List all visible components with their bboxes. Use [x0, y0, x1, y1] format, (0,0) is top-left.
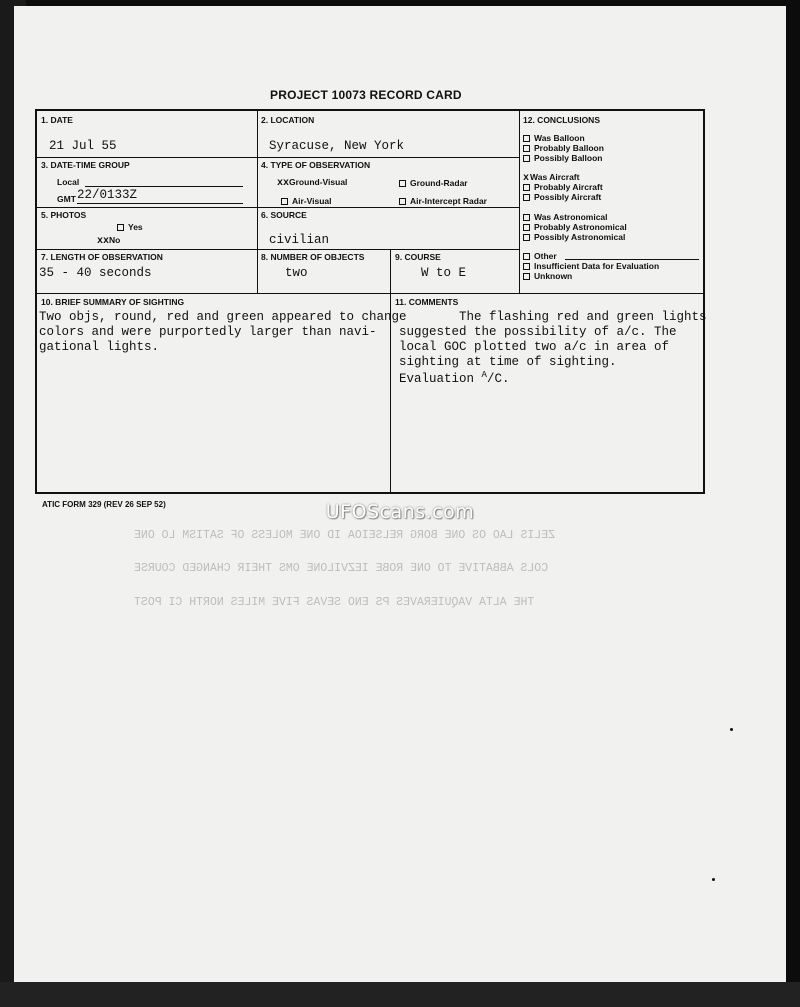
option-air-visual: Air-Visual [281, 196, 332, 206]
observation-type-label: 4. TYPE OF OBSERVATION [261, 160, 371, 170]
conclusion-insufficient-data: Insufficient Data for Evaluation [523, 261, 659, 271]
objects-value: two [285, 266, 308, 280]
summary-line: Two objs, round, red and green appeared to change [39, 310, 407, 324]
option-ground-radar: Ground-Radar [399, 178, 468, 188]
comments-label: 11. COMMENTS [395, 297, 459, 307]
comments-line: The flashing red and green lights [459, 310, 707, 324]
checkbox-mark: xx [97, 236, 110, 247]
watermark: UFOScans.com [325, 501, 475, 523]
scan-speck [730, 728, 733, 731]
record-card [35, 109, 705, 494]
location-value: Syracuse, New York [269, 139, 405, 153]
length-label: 7. LENGTH OF OBSERVATION [41, 252, 163, 262]
scan-speck [712, 878, 715, 881]
checkbox-mark: xx [277, 178, 290, 189]
objects-label: 8. NUMBER OF OBJECTS [261, 252, 365, 262]
bleed-through-text: COLS ABBATIVE TO ONE ROBE IEZVILONE OMS THEIR CHANGED COURSE [134, 562, 549, 575]
conclusion-was-aircraft: xWas Aircraft [523, 172, 580, 184]
conclusion-probably-balloon: Probably Balloon [523, 143, 604, 153]
gmt-label: GMT [57, 194, 76, 204]
checkbox-mark: x [523, 173, 530, 184]
comments-evaluation: Evaluation $^A$/C. [399, 370, 510, 387]
source-value: civilian [269, 233, 330, 247]
checkbox-icon [399, 180, 406, 187]
option-air-intercept-radar: Air-Intercept Radar [399, 196, 487, 206]
comments-line: sighting at time of sighting. [399, 355, 617, 369]
document-page [14, 6, 786, 982]
scan-border-bottom [0, 982, 800, 1007]
conclusion-was-astronomical: Was Astronomical [523, 212, 608, 222]
option-photos-yes: Yes [117, 222, 143, 232]
form-identifier: ATIC FORM 329 (REV 26 SEP 52) [42, 500, 166, 509]
conclusion-probably-astronomical: Probably Astronomical [523, 222, 627, 232]
conclusion-unknown: Unknown [523, 271, 572, 281]
local-label: Local [57, 177, 80, 187]
checkbox-icon [399, 198, 406, 205]
conclusion-possibly-aircraft: Possibly Aircraft [523, 192, 601, 202]
option-photos-no: xxNo [97, 235, 121, 247]
option-ground-visual: xxGround-Visual [277, 177, 348, 189]
conclusions-label: 12. CONCLUSIONS [523, 115, 600, 125]
checkbox-icon [117, 224, 124, 231]
conclusion-possibly-balloon: Possibly Balloon [523, 153, 603, 163]
course-label: 9. COURSE [395, 252, 441, 262]
bleed-through-text: ZELIS LAO OS ONE BORG RELSEIOA ID ONE MOLESS OF SATISM LO ONE [134, 529, 555, 542]
checkbox-icon [281, 198, 288, 205]
datetime-label: 3. DATE-TIME GROUP [41, 160, 130, 170]
source-label: 6. SOURCE [261, 210, 307, 220]
date-value: 21 Jul 55 [49, 139, 117, 153]
location-label: 2. LOCATION [261, 115, 315, 125]
conclusion-was-balloon: Was Balloon [523, 133, 585, 143]
summary-line: gational lights. [39, 340, 160, 354]
comments-line: suggested the possibility of a/c. The [399, 325, 677, 339]
photos-label: 5. PHOTOS [41, 210, 87, 220]
conclusion-probably-aircraft: Probably Aircraft [523, 182, 603, 192]
conclusion-other: Other [523, 251, 557, 261]
bleed-through-text: THE ALTA VAQUIERAVES PS ENO SEVAS FIVE MILES NORTH CI POST [134, 596, 535, 609]
summary-line: colors and were purportedly larger than navi- [39, 325, 377, 339]
length-value: 35 - 40 seconds [39, 266, 152, 280]
summary-label: 10. BRIEF SUMMARY OF SIGHTING [41, 297, 185, 307]
course-value: W to E [421, 266, 467, 280]
gmt-value: 22/0133Z [77, 188, 138, 202]
date-label: 1. DATE [41, 115, 73, 125]
conclusion-possibly-astronomical: Possibly Astronomical [523, 232, 625, 242]
comments-line: local GOC plotted two a/c in area of [399, 340, 670, 354]
page-title: PROJECT 10073 RECORD CARD [270, 88, 462, 102]
